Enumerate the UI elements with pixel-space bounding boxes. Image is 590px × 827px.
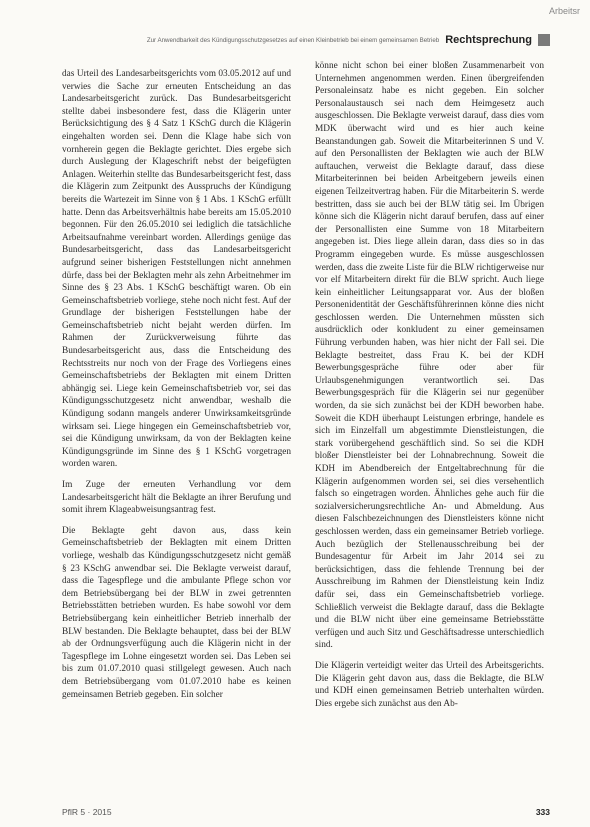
right-text-column <box>315 60 544 718</box>
right-paragraph-2: Die Klägerin verteidigt weiter das Urteil des Arbeitsgerichts. Die Klägerin geht davon aus, dass die Beklagte, die BLW und KDH einen gemeinsamen Betrieb unterhalten würden. Dies ergebe sich zunächst aus den Ab- <box>315 660 544 709</box>
footer-journal: PflR 5 · 2015 <box>62 807 112 817</box>
header-square-marker <box>538 34 550 46</box>
left-text-column <box>62 68 291 709</box>
running-header <box>118 34 550 46</box>
left-paragraph-3: Die Beklagte geht davon aus, dass kein Gemeinschaftsbetrieb der Beklagten mit einem Dritten vorliege, weshalb das Kündigungsschutzgesetz nicht gemäß § 23 KSchG anwendbar sei. Die Beklagte verweist darauf, dass die Tagespflege und die ambulante Pflege schon vor dem Betriebsübergang bei der BLW in zwei getrennten Betriebsstätten betrieben wurden. Es habe sowohl vor dem Betriebsübergang kein einheitlicher Betrieb innerhalb der BLW bestanden. Die Beklagte behauptet, dass bei der BLW ab der Ordnungsverfügung auch die Klägerin nicht in der Tagespflege im Lohne eingesetzt worden sei. Das Leben sei bis zum 01.07.2010 quasi stillgelegt gewesen. Auch nach dem Betriebsübergang vom 01.07.2010 habe es keinen gemeinsamen Betrieb gegeben. Ein solcher <box>62 525 291 700</box>
section-tab-label: Arbeitsr <box>548 6 580 16</box>
left-paragraph-1: das Urteil des Landesarbeitsgerichts vom 03.05.2012 auf und verwies die Sache zur erneuten Entscheidung an das Landesarbeitsgericht zurück. Das Bundesarbeitsgericht stellte dabei insbesondere fest, dass die Klägerin unter Berücksichtigung des § 4 Satz 1 KSchG durch die Klägerin eingehalten worden sei. Denn die Klage habe sich von vornherein gegen die Beklagte gerichtet. Dies ergebe sich durch Auslegung der Klageschrift nebst der beigefügten Anlagen. Weiterhin stellte das Bundesarbeitsgericht fest, dass die Klägerin zum Zeitpunkt des Ausspruchs der Kündigung bereits die Wartezeit im Sinne von § 1 Abs. 1 KSchG erfüllt hatte. Denn das Arbeitsverhältnis habe bereits am 15.05.2010 begonnen. Für den 26.05.2010 sei lediglich die tatsächliche Arbeitsaufnahme vereinbart worden. Allerdings genüge das Bundesarbeitsgericht, dass das Landesarbeitsgericht aufgrund seiner bisherigen Feststellungen nicht annehmen dürfe, dass bei der Beklagten mehr als zehn Arbeitnehmer im Sinne des § 23 Abs. 1 KSchG beschäftigt waren. Ob ein Gemeinschaftsbetrieb vorliege, stehe noch nicht fest. Auf der Grundlage der bisherigen Feststellungen habe der Gemeinschaftsbetrieb nicht bejaht werden dürfen. Im Rahmen der Zurückverweisung führte das Bundesarbeitsgericht aus, dass die Entscheidung des Rechtsstreits nur noch von der Frage des Vorliegens eines Gemeinschaftsbetriebs der Beklagten mit einem Dritten abhängig sei. Liege kein Gemeinschaftsbetrieb vor, sei das Kündigungsschutzgesetz nicht anwendbar, weshalb die Kündigung sodann mangels anderer Unwirksamkeitsgründe wirksam sei. Liege hingegen ein Gemeinschaftsbetrieb vor, sei die Kündigung unwirksam, da von der Beklagten keine Kündigungsgründe im Sinne des § 1 KSchG vorgetragen worden waren. <box>62 69 291 470</box>
page-footer <box>62 807 550 817</box>
page-number: 333 <box>535 807 550 817</box>
left-paragraph-2: Im Zuge der erneuten Verhandlung vor dem Landesarbeitsgericht hält die Beklagte an ihrer Berufung und somit ihrem Klageabweisungsantrag fest. <box>62 480 291 516</box>
right-paragraph-1: könne nicht schon bei einer bloßen Zusammenarbeit von Unternehmen angenommen werden. Einen übergreifenden Personaleinsatz habe es nicht gegeben. Ein solcher Personalaustausch sei nach dem Heimgesetz auch ausgeschlossen. Die Beklagte verweist darauf, dass dies vom MDK überwacht wird und es hier auch keine Beanstandungen gab. Soweit die Mitarbeiterinnen S und V. auf den Personallisten der Beklagten wie auch der BLW auftauchen, verweist die Beklagte darauf, dass diese Mitarbeiterinnen bei beiden Arbeitgebern jeweils einen eigenen Teilzeitvertrag haben. Für die Mitarbeiterin S. werde bestritten, dass sie auch bei der BLW tätig sei. Im Übrigen könne sich die Klägerin nicht darauf berufen, dass auf einer der Personallisten eine Summe von 18 Mitarbeitern angegeben ist. Dies liege allein daran, dass dies so in das Programm eingegeben wurde. Es müsse ausgeschlossen werden, dass die zweite Liste für die BLW richtigerweise nur vor elf Mitarbeitern direkt für die BLW spricht. Auch liege kein einheitlicher Leitungsapparat vor. Aus der bloßen Personenidentität der Geschäftsführerinnen könne dies nicht geschlossen werden. Die Unternehmen müssten sich ausdrücklich oder konkludent zu einer gemeinsamen Führung verbunden haben, was hier nicht der Fall sei. Die Beklagte bestreitet, dass Frau K. bei der KDH Bewerbungsgespräche führe oder aber für Urlaubsgenehmigungen verantwortlich sei. Das Bewerbungsgespräch für die Klägerin sei nur gegenüber worden, da sie sich zunächst bei der KDH beworben habe. Soweit die KDH überhaupt Leistungen erbringe, handele es sich im Einzelfall um abgestimmte Dienstleistungen, die stark vorübergehend geschäftlich sind. So sei die KDH bloßer Dienstleister bei der Lohnabrechnung. Soweit die KDH im Abendbereich der Entgeltabrechnung für die Klägerin aufgenommen worden sei, sei dies versehentlich falsch so eingetragen worden. Ähnliches gehe auch für die sozialversicherungsrechtliche An- und Abmeldung. Aus diesen Falschbezeichnungen des Dienstleisters könne nicht geschlossen werden, dass ein gemeinsamer Betrieb vorliege. Auch bezüglich der Stellenausschreibung bei der Bundesagentur für Arbeit im Jahr 2014 sei zu berücksichtigen, dass die fehlende Trennung bei der Ausschreibung im Rahmen der Dienstleistung kein Indiz dafür sei, dass ein Gemeinschaftsbetrieb vorliege. Schließlich verweist die Beklagte darauf, dass die Beklagte und die BLW nicht über eine gemeinsame Betriebsstätte verfügen und auch Sitz und Geschäftsadresse unterschiedlich sind. <box>315 61 544 651</box>
header-description: Zur Anwendbarkeit des Kündigungsschutzgesetzes auf einen Kleinbetrieb bei einem gemeinsamen Betrieb <box>146 36 440 44</box>
header-section-title: Rechtsprechung <box>445 34 532 46</box>
